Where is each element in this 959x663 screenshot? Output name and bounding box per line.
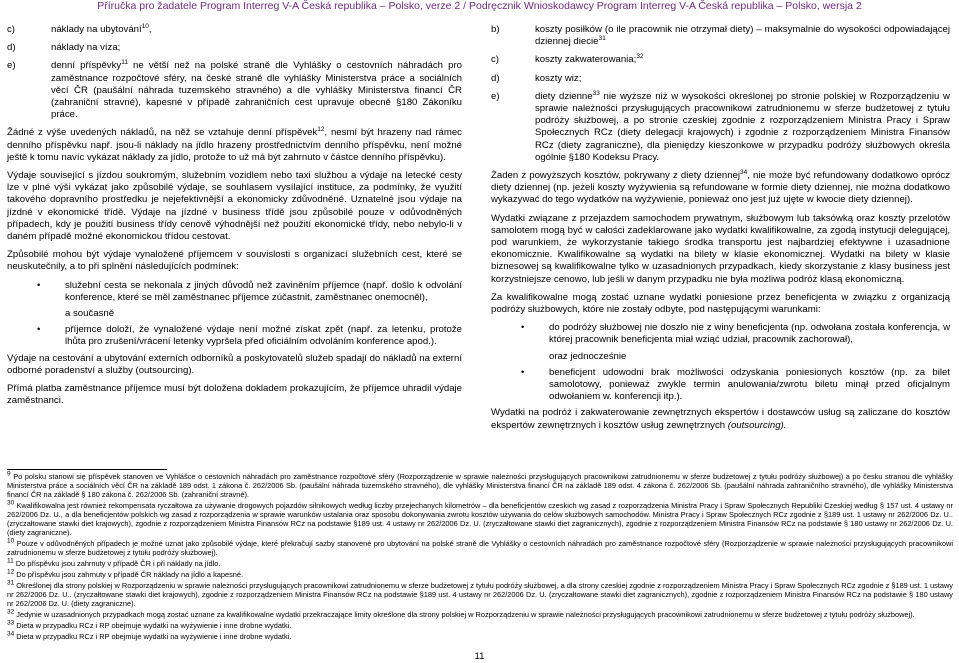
footnotes	[7, 472, 953, 643]
paragraph: Żaden z powyższych kosztów, pokrywany z diety dziennej$^{34}$, nie może być refundowany dodatkowo oprócz diety dziennej (np. jeżeli koszty wyżywienia są refundowane w formie diety dziennej, nie można dodatkowo wykazywać do tego wydatków na wyżywienie, ponieważ ono jest już ujęte w kwocie diety dziennej).	[491, 168, 950, 206]
paragraph: Výdaje související s jízdou soukromým, služebním vozidlem nebo taxi službou a výdaje na letecké cesty lze v plné výši vykázat jako způsobilé výdaje, se souhlasem vysílající instituce, za podmínky, že využití takového dopravního prostředku je nejefektivnější a ekonomicky zdůvodněné. Uznatelné jsou výdaje na jízdné v ekonomické třídě. Výdaje na jízdné v business třídě jsou způsobilé pouze v odůvodněných případech, kdy je použití business třídy cenově výhodnější než použití ekonomické třídy, nebo nebylo-li v daném případě možné ekonomickou třídou cestovat.	[7, 170, 462, 243]
list-item: e) denní příspěvky$^{11}$ ne větší než na polské straně dle Vyhlášky o cestovních náhradách pro zaměstnance rozpočtové sféry, na české straně dle vyhlášky Ministerstva práce a sociálních věcí ČR (paušální náhrada tuzemského stravného) a dle vyhlášky Ministerstva financí ČR (zahraniční stravné), kapesné v případě zahraničních cest upravuje obecně §180 Zákoníku práce.	[7, 59, 462, 121]
footnote: $^{32}$ Jedynie w uzasadnionych przypadkach mogą zostać uznane za kwalifikowalne wydatki przekraczające limity określone dla strony polskiej w Rozporządzeniu w sprawie należności przysługujących pracownikowi zatrudnionemu w sferze budżetowej z tytułu podróży służbowej).	[7, 608, 915, 619]
footnote-ref[interactable]: 12	[317, 126, 325, 134]
list-item: c) koszty zakwaterowania;$^{32}$	[491, 53, 644, 66]
footnote: $^{33}$ Dieta w przypadku RCz i RP obejmuje wydatki na wyżywienie i inne drobne wydatki.	[7, 619, 292, 630]
bullet-icon: •	[521, 366, 525, 378]
bullet-connector: oraz jednocześnie	[549, 350, 627, 362]
footnote: $^{31}$ Określonej dla strony polskiej w Rozporządzeniu w sprawie należności przysługujących pracownikowi zatrudnionemu w sferze budżetowej z tytułu podróży służbowej, a dla strony czeskiej zgodnie z rozporządzeniem Ministra Pracy i Spraw Społecznych RCz zgodnie z §189 ust. 1 ustawy nr 262/2006 Dz. U.. (zryczałtowane stawki diet krajowych), zgodnie z rozporządzeniem Ministra Finansów RCz na podstawie §189 ust. 4 ustawy nr 262/2006 Dz. U. (zryczałtowane stawki diet zagranicznych), zgodnie z rozporządzeniem Ministra Finansów RCz na podstawie § 180 ustawy nr 262/2006 Dz. U. (diety zagraniczne).	[7, 579, 953, 608]
footnote: $^{30}$ Kwalifikowalna jest również rekompensata ryczałtowa za używanie drogowych pojazdów silnikowych według liczby przejechanych kilometrów – dla beneficjentów czeskich wg zasad z rozporządzenia Ministra Pracy i Spraw Społecznych Republiki Czeskiej według § 157 ust. 4 ustawy nr 262/2006 Dz. U., a dla beneficjentów polskich wg zasad z rozporządzenia w sprawie warunków ustalania oraz sposobu dokonywania zwrotu kosztów używania do celów służbowych samochodów. Ministra Pracy i Spraw Społecznych RCz zgodnie z §189 ust. 1 ustawy nr 262/2006 Dz. U.. (zryczałtowane stawki diet krajowych), zgodnie z rozporządzeniem Ministra Finansów RCz na podstawie §189 ust. 4 ustawy nr 262/2006 Dz. U. (zryczałtowane stawki diet zagranicznych), zgodnie z rozporządzeniem Ministra Finansów RCz na podstawie § 180 ustawy nr 262/2006 Dz. U. (diety zagraniczne).	[7, 499, 953, 537]
footnote-ref[interactable]: 32	[636, 53, 644, 61]
footnote: $^{34}$ Dieta w przypadku RCz i RP obejmuje wydatki na wyżywienie i inne drobne wydatki.	[7, 630, 292, 641]
paragraph: Způsobilé mohou být výdaje vynaložené příjemcem v souvislosti s organizací služebních cest, které se neuskutečnily, a to při splnění následujících podmínek:	[7, 249, 462, 273]
list-item: b) koszty posiłków (o ile pracownik nie otrzymał diety) – maksymalnie do wysokości odpowiadającej dziennej diecie$^{31}$	[491, 24, 950, 48]
list-item: c) náklady na ubytování$^{10}$,	[7, 22, 152, 35]
bullet-item: • do podróży służbowej nie doszło nie z winy beneficjenta (np. odwołana została konferencja, w której pracownik beneficjenta miał wziąć udział, pracownik zachorował),	[521, 322, 950, 346]
running-header: Příručka pro žadatele Program Interreg V-A Česká republika – Polsko, verze 2 / Podręcznik Wnioskodawcy Program Interreg V-A Česká republika – Polsko, wersja 2	[97, 0, 862, 12]
footnote-ref[interactable]: 11	[121, 59, 128, 67]
footnote-ref[interactable]: 31	[598, 35, 606, 43]
footnote: $^{11}$ Do příspěvku jsou zahrnuty v případě ČR i při náklady na jídlo.	[7, 557, 221, 568]
footnote: $^{12}$ Do příspěvku jsou zahrnuty v případě ČR náklady na jídlo a kapesné.	[7, 568, 244, 579]
paragraph: Wydatki na podróż i zakwaterowanie zewnętrznych ekspertów i dostawców usług są zaliczane do kosztów ekspertów zewnętrznych i kosztów usług zewnętrznych (outsourcing).	[491, 407, 950, 431]
bullet-icon: •	[37, 279, 41, 291]
bullet-item: • služební cesta se nekonala z jiných důvodů než zaviněním příjemce (např. došlo k odvolání konference, které se měl zaměstnanec příjemce zúčastnit, zaměstnanec onemocněl),	[37, 279, 462, 303]
footnote-ref[interactable]: 10	[141, 22, 149, 30]
paragraph: Za kwalifikowalne mogą zostać uznane wydatki poniesione przez beneficjenta w związku z organizacją podróży służbowych, które nie zostały odbyte, pod następującymi warunkami:	[491, 291, 950, 316]
bullet-icon: •	[37, 324, 41, 336]
list-item: e) diety dzienne$^{33}$ nie wyższe niż w wysokości określonej po stronie polskiej w Rozporządzeniu w sprawie należności przysługujących pracownikowi zatrudnionemu w sferze budżetowej z tytułu podróży służbowej, a po stronie czeskiej zgodnie z rozporządzeniem Ministra Pracy i Spraw Społecznych RCz (diety delegacji krajowych) i zgodnie z rozporządzeniem Ministra Finansów RCz (diety zagraniczne), dla pieniędzy kieszonkowe w przypadku podróży służbowych określa ogólnie §180 Kodeksu Pracy.	[491, 89, 950, 163]
footnote-ref[interactable]: 34	[740, 168, 748, 176]
footnote: $^9$ Po polsku stanowi się příspěvek stanoven ve Vyhlášce o cestovních náhradách pro zaměstnance rozpočtové sféry (Rozporządzenie w sprawie należności przysługujących pracownikowi zatrudnionemu w sferze budżetowej z tytułu podróży służbowej) a po česku stranou dle vyhlášky Ministerstva práce a sociálních věcí ČR na základě 189 odst. 1 zákona č. 262/2006 Sb. (paušální náhrada tuzemského stravného), dle vyhlášky Ministerstva financí ČR na základě 189 odst. 4 zákona č. 262/2006 Sb. (paušální náhrada zahraničního stravného), dle vyhlášky Ministerstva financí ČR na základě § 180 zákona č. 262/2006 Sb. (zahraniční stravné).	[7, 470, 953, 499]
paragraph: Žádné z výše uvedených nákladů, na něž se vztahuje denní příspěvek$^{12}$, nesmí být hrazeny nad rámec denního příspěvku např. jsou-li náklady na jídlo hrazeny prostřednictvím denního příspěvku, není možné ještě k tomu navíc vykázat náklady za jídlo, protože to už má být zahrnuto v částce denního příspěvku).	[7, 126, 462, 163]
polish-column	[491, 24, 950, 438]
paragraph: Přímá platba zaměstnance příjemce musí být doložena dokladem prokazujícím, že příjemce uhradil výdaje zaměstnanci.	[7, 383, 462, 407]
bullet-item: • beneficjent udowodni brak możliwości odzyskania poniesionych kosztów (np. za bilet samolotowy, ponieważ zwykle termin anulowania/zwrotu biletu minął przed oficjalnym odwołaniem w. konferencji itp.).	[521, 366, 950, 403]
footnote-ref[interactable]: 33	[592, 89, 600, 97]
paragraph: Wydatki związane z przejazdem samochodem prywatnym, służbowym lub taksówką oraz koszty przelotów samolotem mogą być w całości zadeklarowane jako wydatki kwalifikowalne, za zgodą instytucji delegującej, pod warunkiem, że wykorzystanie takiego środka transportu jest najbardziej efektywne i uzasadnione ekonomicznie. Kwalifikowalne są wydatki na bilety w klasie ekonomicznej. Wydatki na bilety w klasie biznesowej są kwalifikowalne tylko w uzasadnionych przypadkach, kiedy skorzystanie z klasy business jest korzystniejsze cenowo, lub jeśli w danym przypadku nie była możliwa podróż klasą ekonomiczną.	[491, 212, 950, 285]
footnote-separator	[7, 469, 167, 470]
footnote: $^{10}$ Pouze v odůvodněných případech je možné uznat jako způsobilé výdaje, které překračují sazby stanovené pro ubytování na polské straně dle Vyhlášky o cestovních náhradách pro zaměstnance rozpočtové sféry (Rozporządzenie w sprawie należności przysługujących pracownikowi zatrudnionemu w sferze budżetowej z tytułu podróży służbowej).	[7, 537, 953, 557]
bullet-item: • příjemce doloží, že vynaložené výdaje není možné získat zpět (např. za letenku, protože lhůta pro zrušení/vrácení letenky vypršela před oficiálním odvoláním konference apod.).	[37, 324, 462, 348]
list-item: d) koszty wiz;	[491, 72, 582, 84]
bullet-connector: a současně	[65, 308, 115, 320]
czech-column	[7, 24, 462, 413]
page-number: 11	[474, 651, 485, 662]
bullet-icon: •	[521, 322, 525, 334]
list-item: d) náklady na víza;	[7, 42, 121, 54]
paragraph: Výdaje na cestování a ubytování externích odborníků a poskytovatelů služeb spadají do nákladů na externí odborné poradenství a služby (outsourcing).	[7, 352, 462, 376]
